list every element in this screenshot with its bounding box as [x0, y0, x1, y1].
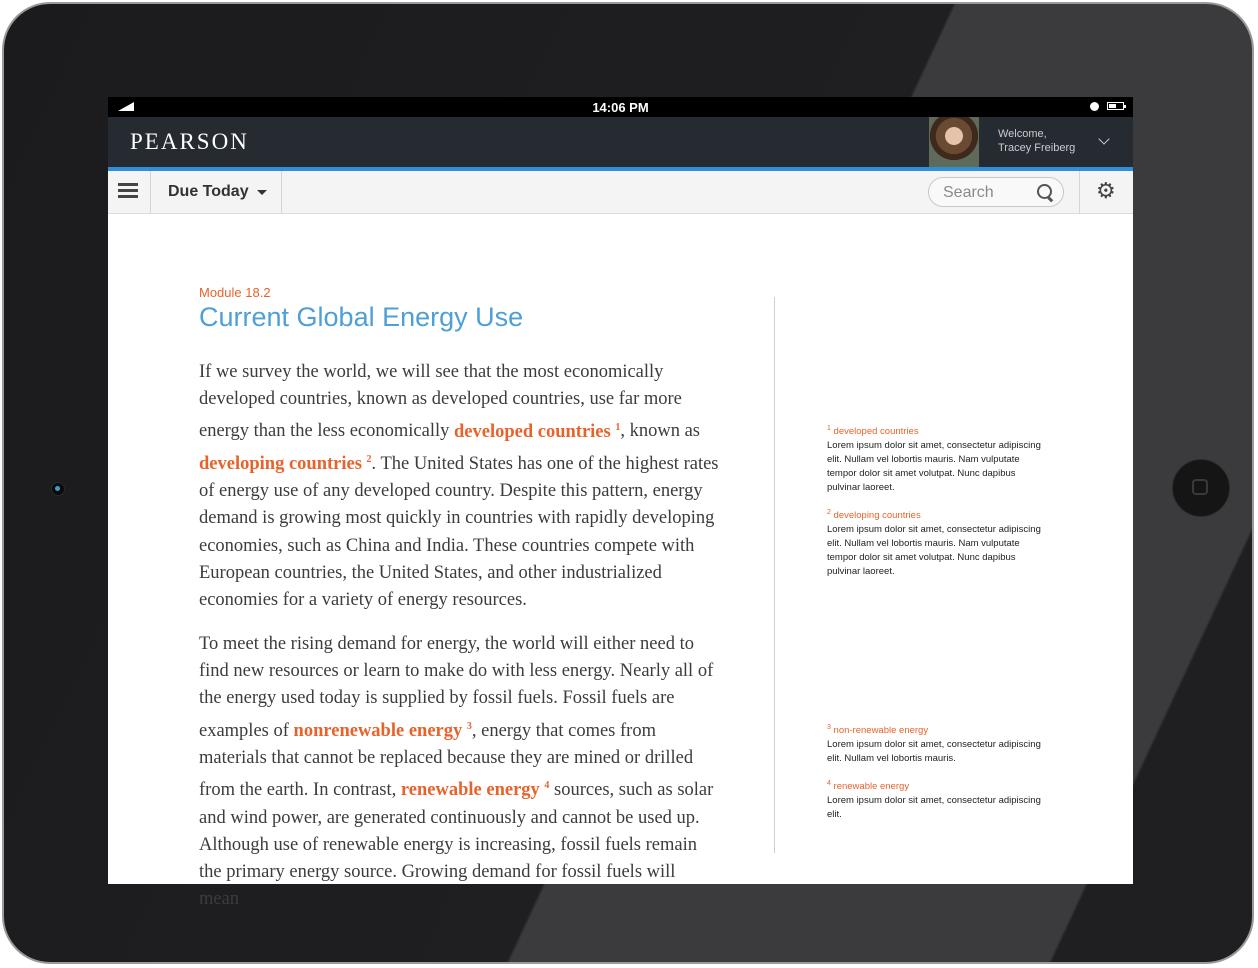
- term-number: 2: [366, 453, 372, 465]
- paragraph-text: sources, such as solar and wind power, are generated continuously and cannot be used up. Although use of renewable energy is increasing, fossil fuels remain the primary energy source. Growing demand for fossil fuels will mean: [199, 780, 714, 910]
- due-today-dropdown[interactable]: [151, 171, 282, 213]
- settings-button[interactable]: [1079, 171, 1133, 213]
- camera-icon: [51, 482, 65, 496]
- battery-icon: [1107, 102, 1124, 110]
- term-developed-countries[interactable]: [454, 422, 620, 442]
- side-note: [827, 506, 1047, 579]
- toolbar: [108, 171, 1133, 214]
- due-today-label: Due Today: [168, 183, 249, 200]
- term-number: 4: [544, 780, 550, 792]
- note-term: [827, 506, 1047, 523]
- note-text: Lorem ipsum dolor sit amet, consectetur adipiscing elit. Nullam vel lobortis mauris. Nam vulputate tempor dolor sit amet volutpat. Nunc dapibus pulvinar laoreet.: [827, 524, 1041, 578]
- gear-icon: ⚙: [1096, 179, 1116, 204]
- term-number: 1: [615, 421, 621, 433]
- paragraph-2: [199, 631, 719, 913]
- hamburger-icon: [118, 183, 138, 199]
- home-button[interactable]: [1172, 459, 1230, 517]
- term-number: 3: [466, 720, 472, 732]
- note-number: 3: [827, 724, 831, 731]
- app-header: [108, 117, 1133, 167]
- page-title: Current Global Energy Use: [199, 302, 524, 332]
- note-term-text: renewable energy: [833, 781, 910, 793]
- column-divider: [774, 297, 775, 853]
- term-text: developed countries: [453, 421, 611, 442]
- clock-icon: [1090, 102, 1099, 111]
- search-box[interactable]: [928, 177, 1064, 207]
- note-text: Lorem ipsum dolor sit amet, consectetur adipiscing elit. Nullam vel lobortis mauris. Nam vulputate tempor dolor sit amet volutpat. Nunc dapibus pulvinar laoreet.: [827, 440, 1041, 494]
- term-nonrenewable-energy[interactable]: [294, 721, 472, 741]
- note-number: 1: [827, 425, 831, 432]
- paragraph-text: , energy that comes from materials that cannot be replaced because they are mined or drilled from the earth. In contrast,: [199, 720, 694, 801]
- menu-button[interactable]: [108, 171, 151, 213]
- search-icon[interactable]: [1037, 184, 1052, 199]
- caret-down-icon: [257, 190, 267, 195]
- note-term-text: developed countries: [833, 426, 919, 438]
- paragraph-text: . The United States has one of the highest rates of energy use of any developed country. Despite this pattern, energy demand is growing most quickly in countries with rapidly developing economies, such as China and India. These countries compete with European countries, the United States, and other industrialized economies for a variety of energy resources.: [199, 453, 719, 610]
- status-bar: [108, 97, 1133, 117]
- term-text: renewable energy: [400, 780, 540, 801]
- screen: [108, 97, 1133, 910]
- note-term: [827, 777, 1047, 794]
- term-text: nonrenewable energy: [293, 720, 463, 741]
- note-term-text: non-renewable energy: [833, 725, 929, 737]
- paragraph-text: , known as: [620, 421, 700, 442]
- note-term-text: developing countries: [833, 510, 921, 522]
- chevron-down-icon[interactable]: [1098, 133, 1109, 144]
- term-renewable-energy[interactable]: [401, 780, 550, 800]
- module-label: Module 18.2: [199, 285, 271, 300]
- note-text: Lorem ipsum dolor sit amet, consectetur adipiscing elit. Nullam vel lobortis mauris.: [827, 739, 1041, 765]
- note-number: 2: [827, 509, 831, 516]
- note-number: 4: [827, 780, 831, 787]
- side-note: [827, 721, 1047, 766]
- welcome-text[interactable]: [998, 127, 1075, 155]
- side-note: [827, 777, 1047, 822]
- paragraph-1: [199, 359, 719, 614]
- note-term: [827, 721, 1047, 738]
- avatar[interactable]: [929, 117, 979, 167]
- status-time: 14:06 PM: [592, 100, 649, 115]
- user-name: Tracey Freiberg: [998, 142, 1076, 154]
- pearson-logo[interactable]: PEARSON: [130, 129, 249, 154]
- term-developing-countries[interactable]: [199, 454, 372, 474]
- search-input[interactable]: [941, 183, 1035, 203]
- paragraph-text: To meet the rising demand for energy, the world will either need to find new resources or learn to make do with less energy. Nearly all of the energy used today is supplied by fossil fuels. Fossil fuels are examples of: [199, 634, 714, 741]
- welcome-line: Welcome,: [998, 128, 1047, 140]
- paragraph-text: If we survey the world, we will see that the most economically developed countries, known as developed countries, use far more energy than the less economically: [199, 362, 682, 442]
- term-text: developing countries: [199, 453, 362, 474]
- side-note: [827, 422, 1047, 495]
- note-text: Lorem ipsum dolor sit amet, consectetur adipiscing elit.: [827, 795, 1041, 821]
- note-term: [827, 422, 1047, 439]
